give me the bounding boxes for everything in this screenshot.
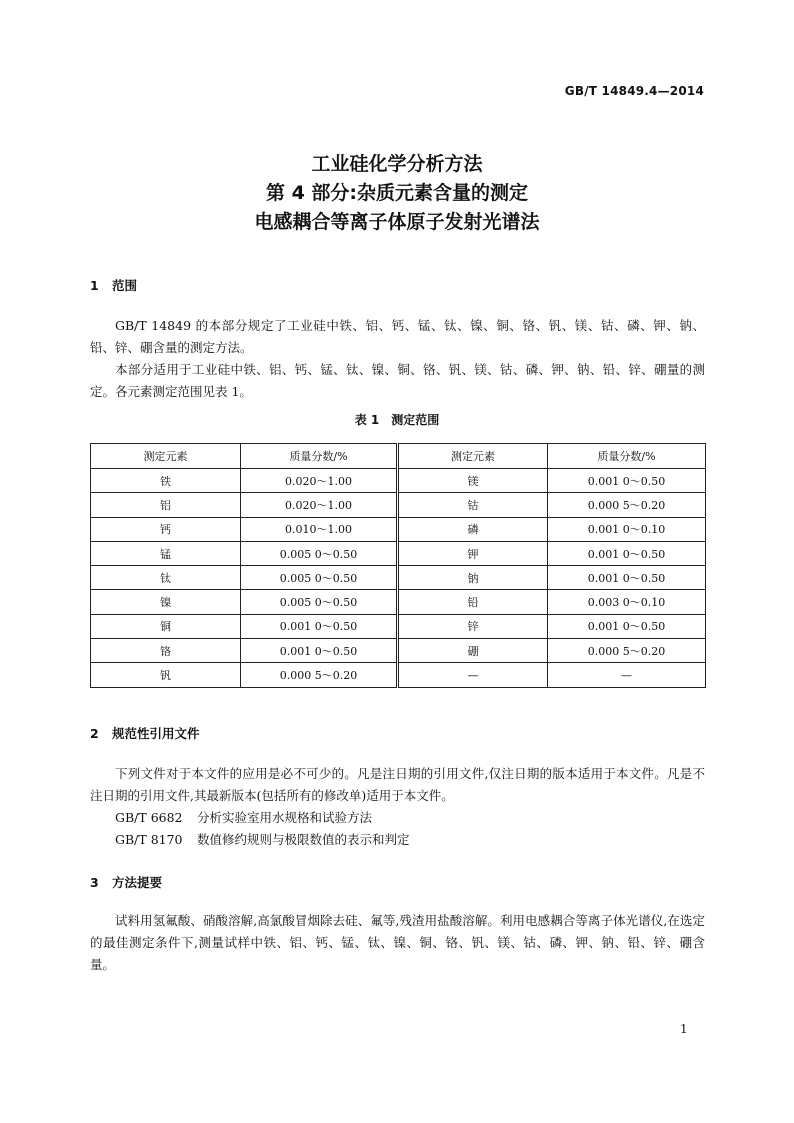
fraction-cell: 0.003 0～0.10 [548, 590, 706, 614]
reference-title: 数值修约规则与极限数值的表示和判定 [197, 832, 410, 847]
fraction-cell: 0.001 0～0.50 [548, 566, 706, 590]
element-cell: 钴 [398, 493, 548, 517]
element-cell: 镍 [91, 590, 241, 614]
title-line-1: 工业硅化学分析方法 [311, 153, 483, 175]
page-number: 1 [680, 1022, 688, 1036]
section-1-paragraph-1: GB/T 14849 的本部分规定了工业硅中铁、铝、钙、锰、钛、镍、铜、铬、钒、镁、钴、磷、钾、钠、铅、锌、硼含量的测定方法。 [90, 318, 705, 355]
fraction-cell: 0.010～1.00 [241, 517, 398, 541]
header-element-right: 测定元素 [398, 444, 548, 469]
fraction-cell: 0.005 0～0.50 [241, 590, 398, 614]
table-row [91, 639, 706, 663]
fraction-cell: 0.020～1.00 [241, 493, 398, 517]
section-2-heading [90, 724, 200, 742]
element-cell: 铬 [91, 639, 241, 663]
table-row [91, 663, 706, 687]
header-fraction-right: 质量分数/% [548, 444, 706, 469]
reference-item [115, 829, 410, 851]
element-cell: 铝 [91, 493, 241, 517]
table-row [91, 541, 706, 565]
element-cell: — [398, 663, 548, 687]
reference-item [115, 807, 372, 829]
reference-title: 分析实验室用水规格和试验方法 [197, 810, 373, 825]
element-cell: 钾 [398, 541, 548, 565]
fraction-cell: 0.005 0～0.50 [241, 566, 398, 590]
section-2-body [90, 763, 705, 807]
header-fraction-left: 质量分数/% [241, 444, 398, 469]
fraction-cell: 0.000 5～0.20 [241, 663, 398, 687]
table-row [91, 469, 706, 493]
fraction-cell: 0.000 5～0.20 [548, 493, 706, 517]
fraction-cell: — [548, 663, 706, 687]
reference-code: GB/T 6682 [115, 810, 183, 825]
fraction-cell: 0.000 5～0.20 [548, 639, 706, 663]
element-cell: 钙 [91, 517, 241, 541]
measurement-range-table [90, 443, 706, 688]
title-line-3: 电感耦合等离子体原子发射光谱法 [254, 211, 540, 233]
section-3-number: 3 [90, 875, 99, 890]
section-2-title: 规范性引用文件 [112, 726, 200, 741]
table-row [91, 590, 706, 614]
fraction-cell: 0.005 0～0.50 [241, 541, 398, 565]
section-3-title: 方法提要 [112, 875, 163, 890]
element-cell: 铁 [91, 469, 241, 493]
fraction-cell: 0.001 0～0.50 [241, 614, 398, 638]
section-3-body [90, 910, 705, 976]
fraction-cell: 0.020～1.00 [241, 469, 398, 493]
document-title [0, 150, 794, 237]
element-cell: 铜 [91, 614, 241, 638]
fraction-cell: 0.001 0～0.50 [548, 469, 706, 493]
section-1-paragraph-2: 本部分适用于工业硅中铁、铝、钙、锰、钛、镍、铜、铬、钒、镁、钴、磷、钾、钠、铅、锌、硼量的测定。各元素测定范围见表 1。 [90, 362, 705, 399]
section-1-body [90, 315, 705, 403]
section-2-paragraph-1: 下列文件对于本文件的应用是必不可少的。凡是注日期的引用文件,仅注日期的版本适用于本文件。凡是不注日期的引用文件,其最新版本(包括所有的修改单)适用于本文件。 [90, 766, 705, 803]
table-row [91, 493, 706, 517]
fraction-cell: 0.001 0～0.50 [548, 614, 706, 638]
fraction-cell: 0.001 0～0.50 [548, 541, 706, 565]
table-row [91, 517, 706, 541]
element-cell: 钛 [91, 566, 241, 590]
fraction-cell: 0.001 0～0.50 [241, 639, 398, 663]
section-3-paragraph-1: 试料用氢氟酸、硝酸溶解,高氯酸冒烟除去硅、氟等,残渣用盐酸溶解。利用电感耦合等离子体光谱仪,在选定的最佳测定条件下,测量试样中铁、铝、钙、锰、钛、镍、铜、铬、钒、镁、钴、磷、钾、钠、铅、锌、硼含量。 [90, 913, 705, 972]
section-1-number: 1 [90, 278, 99, 293]
table-1-caption: 表 1 测定范围 [354, 413, 440, 427]
reference-code: GB/T 8170 [115, 832, 183, 847]
table-header-row [91, 444, 706, 469]
title-line-2: 第 4 部分:杂质元素含量的测定 [265, 182, 529, 204]
element-cell: 锰 [91, 541, 241, 565]
element-cell: 铅 [398, 590, 548, 614]
table-row [91, 566, 706, 590]
fraction-cell: 0.001 0～0.10 [548, 517, 706, 541]
section-1-heading [90, 276, 137, 294]
table-row [91, 614, 706, 638]
element-cell: 锌 [398, 614, 548, 638]
section-1-title: 范围 [112, 278, 138, 293]
section-3-heading [90, 873, 162, 891]
element-cell: 硼 [398, 639, 548, 663]
element-cell: 镁 [398, 469, 548, 493]
section-2-number: 2 [90, 726, 99, 741]
element-cell: 磷 [398, 517, 548, 541]
standard-number: GB/T 14849.4—2014 [564, 84, 704, 98]
header-element-left: 测定元素 [91, 444, 241, 469]
element-cell: 钠 [398, 566, 548, 590]
element-cell: 钒 [91, 663, 241, 687]
